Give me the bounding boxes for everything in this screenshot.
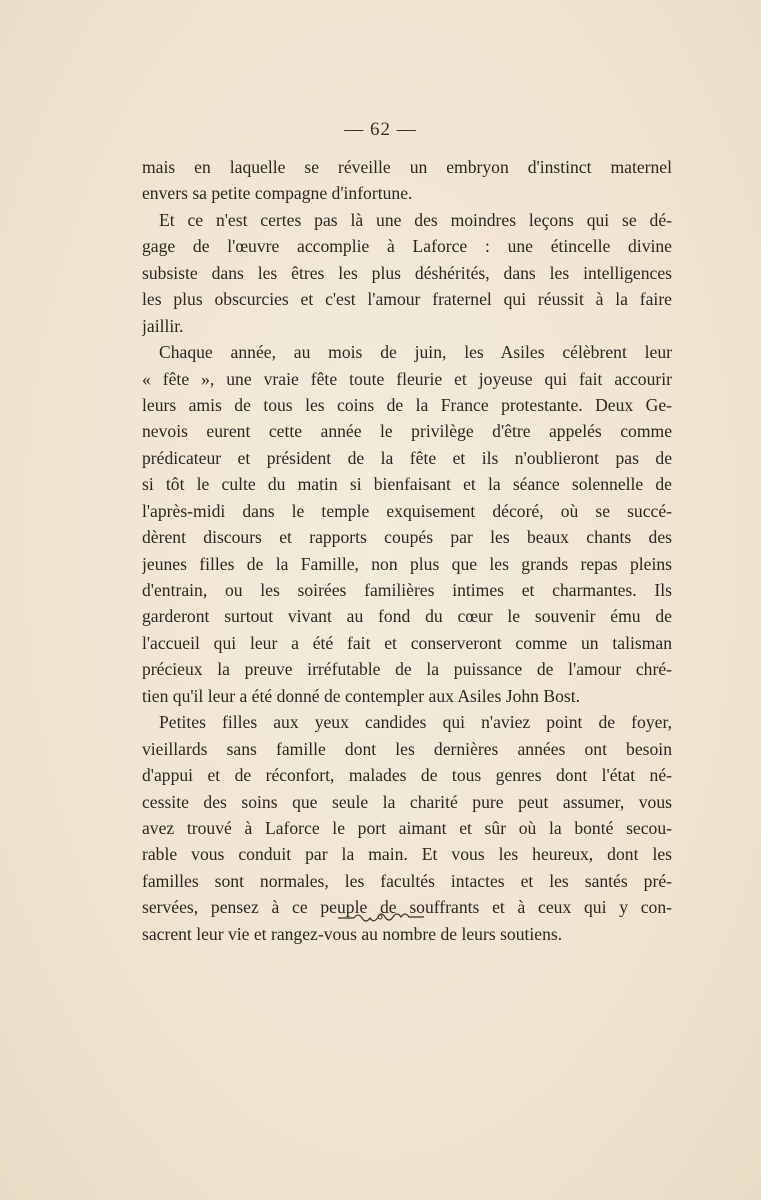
text-line: avez trouvé à Laforce le port aimant et sûr où la bonté secou- xyxy=(142,817,672,838)
text-line: prédicateur et président de la fête et ils n'oublieront pas de xyxy=(142,447,672,468)
text-line: Chaque année, au mois de juin, les Asiles célèbrent leur xyxy=(159,342,672,363)
text-line: Petites filles aux yeux candides qui n'aviez point de foyer, xyxy=(159,712,672,733)
text-line: sacrent leur vie et rangez-vous au nombre de leurs soutiens. xyxy=(142,923,563,944)
text-line: précieux la preuve irréfutable de la puissance de l'amour chré- xyxy=(142,659,672,680)
text-line: subsiste dans les êtres les plus déshérités, dans les intelligences xyxy=(142,262,672,283)
ornament-swirl-icon xyxy=(336,910,426,924)
text-line: leurs amis de tous les coins de la France protestante. Deux Ge- xyxy=(142,394,672,415)
text-line: l'après-midi dans le temple exquisement décoré, où se succé- xyxy=(142,500,672,521)
text-line: envers sa petite compagne d'infortune. xyxy=(142,183,413,204)
text-line: garderont surtout vivant au fond du cœur le souvenir ému de xyxy=(142,606,672,627)
text-line: familles sont normales, les facultés intactes et les santés pré- xyxy=(142,870,672,891)
text-line: l'accueil qui leur a été fait et conserveront comme un talisman xyxy=(142,632,672,653)
text-line: mais en laquelle se réveille un embryon d'instinct maternel xyxy=(142,157,672,177)
text-line: jeunes filles de la Famille, non plus que les grands repas pleins xyxy=(142,553,672,574)
text-line: les plus obscurcies et c'est l'amour fraternel qui réussit à la faire xyxy=(142,289,672,310)
text-line: « fête », une vraie fête toute fleurie et joyeuse qui fait accourir xyxy=(142,368,672,389)
page-number: — 62 — xyxy=(344,119,417,140)
text-line: cessite des soins que seule la charité pure peut assumer, vous xyxy=(142,791,672,812)
text-line: d'appui et de réconfort, malades de tous genres dont l'état né- xyxy=(142,765,672,786)
text-line: gage de l'œuvre accomplie à Laforce : une étincelle divine xyxy=(142,236,672,257)
text-line: vieillards sans famille dont les dernières années ont besoin xyxy=(142,738,672,759)
text-line: si tôt le culte du matin si bienfaisant et la séance solennelle de xyxy=(142,474,672,495)
text-line: d'entrain, ou les soirées familières intimes et charmantes. Ils xyxy=(142,580,672,600)
text-line: tien qu'il leur a été donné de contempler aux Asiles John Bost. xyxy=(142,685,581,706)
body-text xyxy=(142,154,672,947)
text-line: Et ce n'est certes pas là une des moindres leçons qui se dé- xyxy=(159,209,672,230)
text-line: rable vous conduit par la main. Et vous les heureux, dont les xyxy=(142,844,672,865)
text-line: dèrent discours et rapports coupés par les beaux chants des xyxy=(142,527,672,548)
text-line: jaillir. xyxy=(142,315,184,336)
tailpiece-ornament xyxy=(0,910,761,929)
text-line: nevois eurent cette année le privilège d'être appelés comme xyxy=(142,421,672,442)
text-line: servées, pensez à ce peuple de souffrants et à ceux qui y con- xyxy=(142,897,672,918)
